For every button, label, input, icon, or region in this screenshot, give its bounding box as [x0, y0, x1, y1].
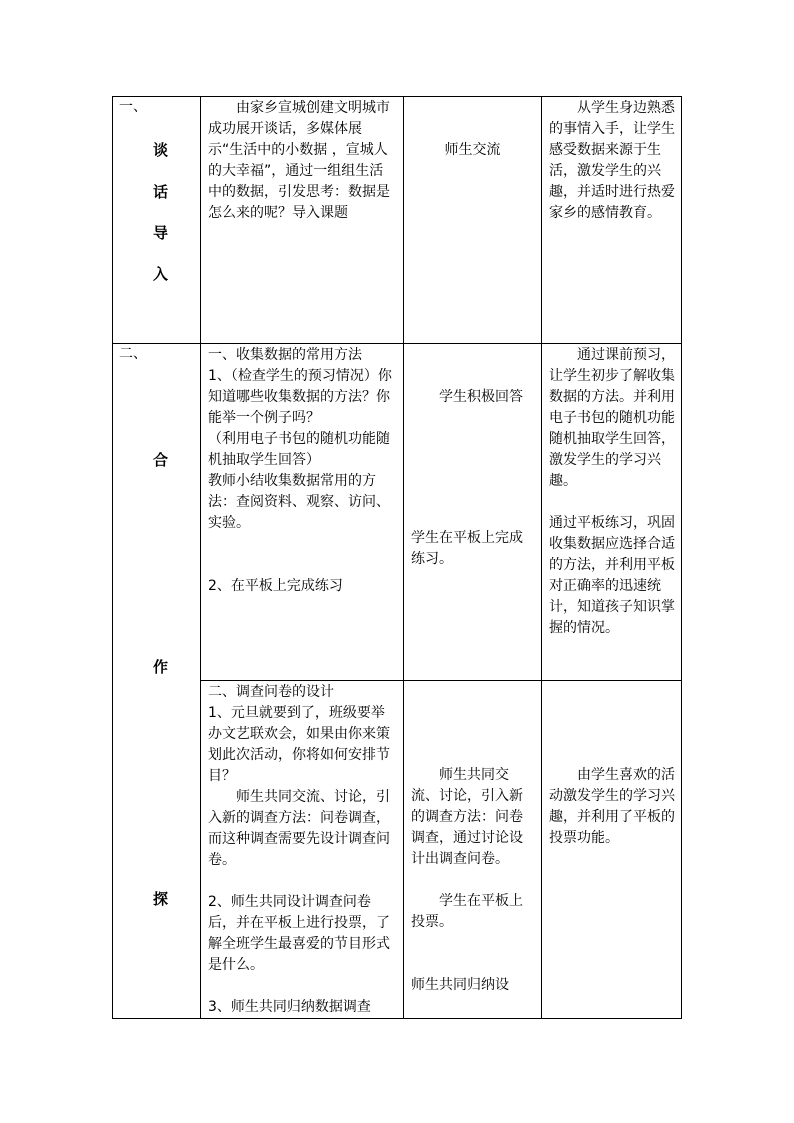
- design-intent: 通过平板练习，巩固收集数据应选择合适的方法，并利用平板对正确率的迅速统计，知道孩子知识掌握的情况。: [549, 515, 675, 636]
- content-cell: [201, 681, 404, 1019]
- activity-text: 师生交流: [444, 142, 501, 158]
- teaching-content: 一、收集数据的常用方法 1、（检查学生的预习情况）你知道哪些收集数据的方法？你能举一个例子吗？ （利用电子书包的随机功能随机抽取学生回答） 教师小结收集数据常用的方法：查阅资料、观察、访问、实验。: [208, 347, 392, 531]
- activity-text: 学生在平板上完成练习。: [411, 530, 523, 567]
- intent-cell: [542, 681, 682, 1019]
- lesson-plan-table: [112, 96, 682, 1019]
- design-intent: 从学生身边熟悉的事情入手，让学生感受数据来源于生活，激发学生的兴趣，并适时进行热爱家乡的感情教育。: [549, 100, 675, 221]
- stage-label-char: 导: [153, 224, 169, 242]
- stage-number: 一、: [119, 99, 147, 115]
- stage-label-char: 探: [153, 890, 169, 908]
- teaching-content: 2、师生共同设计调查问卷后，并在平板上进行投票，了解全班学生最喜爱的节目形式是什么。: [208, 894, 390, 973]
- stage-label-char: 谈: [153, 141, 169, 159]
- activity-cell: [404, 97, 542, 344]
- table-row: [113, 344, 682, 681]
- intent-cell: [542, 344, 682, 681]
- teaching-content: 3、师生共同归纳数据调查: [208, 999, 371, 1015]
- activity-text: 师生共同交流、讨论，引入新的调查方法：问卷调查，通过讨论设计出调查问卷。: [411, 767, 523, 867]
- table-row: [113, 97, 682, 344]
- stage-cell: [113, 97, 201, 344]
- intent-cell: [542, 97, 682, 344]
- activity-text: 学生积极回答: [411, 389, 523, 405]
- content-cell: [201, 97, 404, 344]
- activity-text: 师生共同归纳设: [411, 977, 509, 993]
- stage-label-char: 作: [153, 658, 169, 676]
- stage-label-char: 入: [153, 265, 169, 283]
- stage-number: 二、: [119, 346, 147, 362]
- teaching-content: 2、在平板上完成练习: [208, 578, 343, 594]
- stage-label-char: 合: [153, 451, 169, 469]
- teaching-content: 由家乡宣城创建文明城市成功展开谈话，多媒体展示“生活中的小数据 ，宣城人的大幸福”，通过一组组生活中的数据，引发思考：数据是怎么来的呢？导入课题: [208, 100, 390, 221]
- stage-label-char: 话: [153, 183, 169, 201]
- activity-cell: [404, 681, 542, 1019]
- stage-cell: [113, 344, 201, 1019]
- activity-text: 学生在平板上投票。: [411, 893, 523, 930]
- content-cell: [201, 344, 404, 681]
- design-intent: 由学生喜欢的活动激发学生的学习兴趣，并利用了平板的投票功能。: [549, 767, 675, 846]
- design-intent: 通过课前预习，让学生初步了解收集数据的方法。并利用电子书包的随机功能随机抽取学生回答，激发学生的学习兴趣。: [549, 347, 675, 489]
- activity-cell: [404, 344, 542, 681]
- teaching-content: 二、调查问卷的设计 1、元旦就要到了，班级要举办文艺联欢会，如果由你来策划此次活动，你将如何安排节目？ 师生共同交流、讨论，引入新的调查方法：问卷调查，而这种调查需要先设计调查问卷。: [208, 684, 390, 868]
